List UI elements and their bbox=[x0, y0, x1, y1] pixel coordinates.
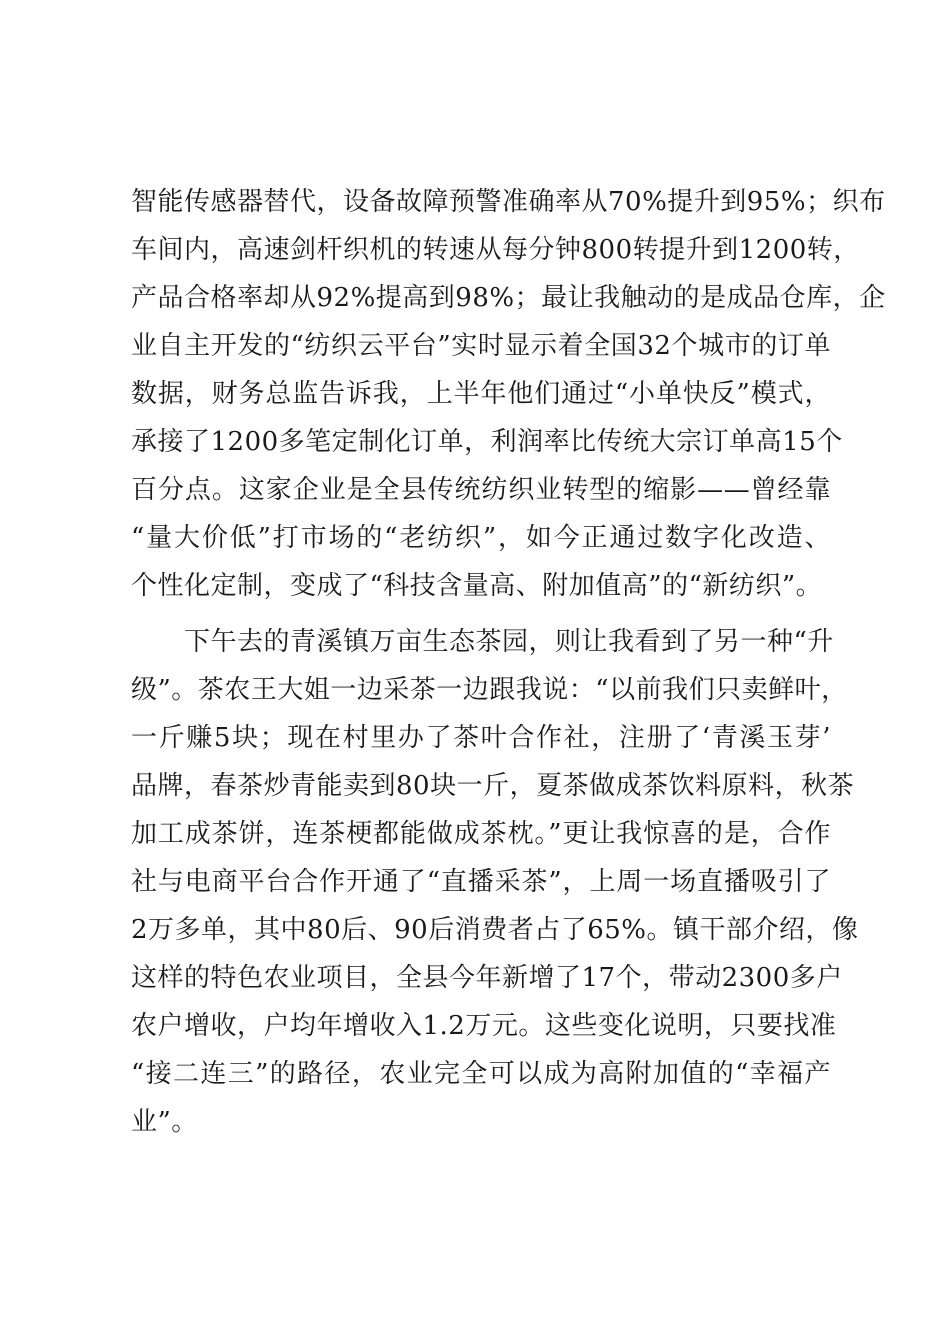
text-line: 百分点。这家企业是全县传统纺织业转型的缩影——曾经靠 bbox=[131, 475, 831, 505]
paragraph-gap bbox=[131, 610, 831, 618]
paragraph-2 bbox=[131, 618, 859, 1146]
text-line: 产品合格率却从92%提高到98%；最让我触动的是成品仓库，企 bbox=[131, 283, 886, 313]
text-line: 承接了1200多笔定制化订单，利润率比传统大宗订单高15个 bbox=[131, 427, 843, 457]
text-line: 车间内，高速剑杆织机的转速从每分钟800转提升到1200转， bbox=[131, 235, 860, 265]
text-line: 下午去的青溪镇万亩生态茶园，则让我看到了另一种“升 bbox=[131, 627, 834, 657]
text-line: 业”。 bbox=[131, 1107, 198, 1137]
body-text bbox=[131, 178, 886, 1146]
text-line: 2万多单，其中80后、90后消费者占了65%。镇干部介绍，像 bbox=[131, 915, 859, 945]
text-line: 加工成茶饼，连茶梗都能做成茶枕。”更让我惊喜的是，合作 bbox=[131, 819, 831, 849]
text-line: 农户增收，户均年增收入1.2万元。这些变化说明，只要找准 bbox=[131, 1011, 837, 1041]
text-line: 品牌，春茶炒青能卖到80块一斤，夏茶做成茶饮料原料，秋茶 bbox=[131, 771, 855, 801]
text-line: 社与电商平台合作开通了“直播采茶”，上周一场直播吸引了 bbox=[131, 867, 831, 897]
text-line: “量大价低”打市场的“老纺织”，如今正通过数字化改造、 bbox=[131, 523, 831, 553]
text-line: 这样的特色农业项目，全县今年新增了17个，带动2300多户 bbox=[131, 963, 843, 993]
text-line: 业自主开发的“纺织云平台”实时显示着全国32个城市的订单 bbox=[131, 331, 831, 361]
text-line: 级”。茶农王大姐一边采茶一边跟我说：“以前我们只卖鲜叶， bbox=[131, 675, 848, 705]
text-line: 智能传感器替代，设备故障预警准确率从70%提升到95%；织布 bbox=[131, 187, 886, 217]
text-line: 数据，财务总监告诉我，上半年他们通过“小单快反”模式， bbox=[131, 379, 831, 409]
text-line: “接二连三”的路径，农业完全可以成为高附加值的“幸福产 bbox=[131, 1059, 831, 1089]
text-line: 一斤赚5块；现在村里办了茶叶合作社，注册了‘青溪玉芽’ bbox=[131, 723, 831, 753]
text-line: 个性化定制，变成了“科技含量高、附加值高”的“新纺织”。 bbox=[131, 571, 823, 601]
paragraph-1 bbox=[131, 178, 886, 610]
